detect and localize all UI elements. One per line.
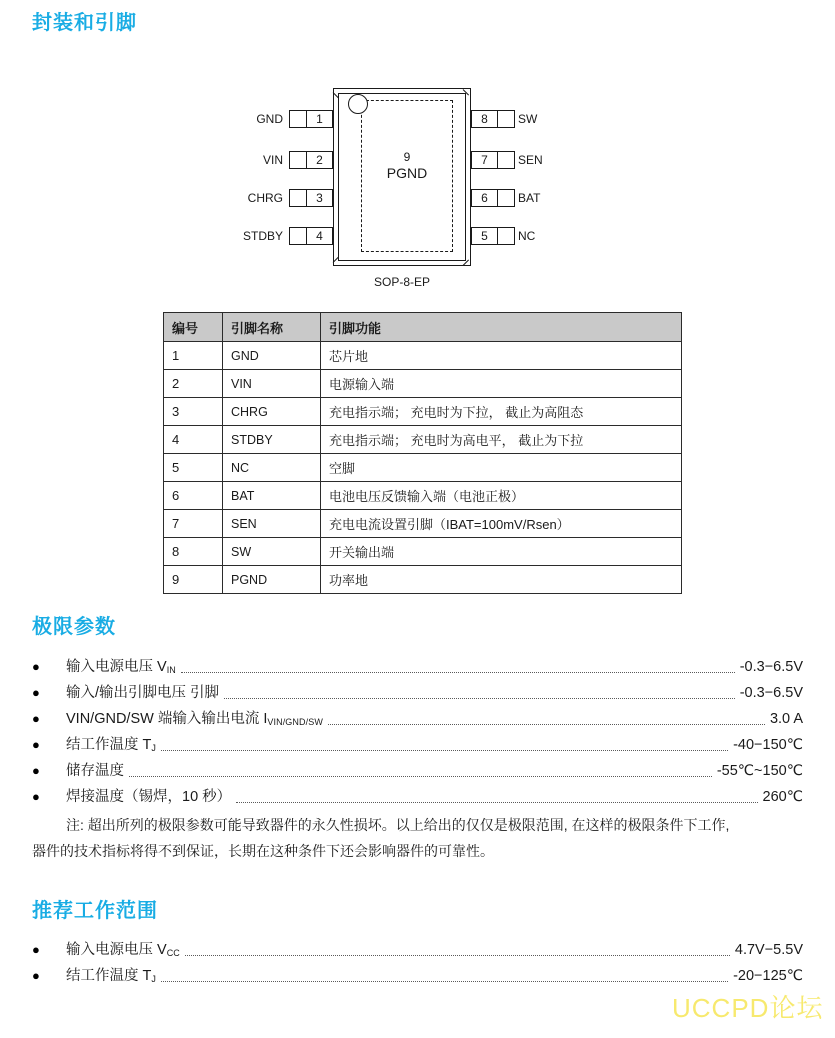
pin-number: 1 bbox=[307, 110, 333, 128]
pin-label-right-6: BAT bbox=[518, 191, 541, 205]
table-row bbox=[164, 454, 682, 482]
cell-pin-function: 充电指示端； 充电时为高电平， 截止为下拉 bbox=[321, 426, 682, 454]
table-row bbox=[164, 482, 682, 510]
pin-lead bbox=[289, 151, 307, 169]
limit-label: 结工作温度 $T_J$ bbox=[66, 737, 156, 753]
section-heading-package: 封装和引脚 bbox=[32, 12, 137, 34]
cell-pin-number: 2 bbox=[164, 370, 223, 398]
pin-description-table bbox=[163, 312, 682, 594]
limit-label: 输入电源电压 $V_{IN}$ bbox=[66, 659, 176, 675]
exposed-pad-number: 9 bbox=[403, 150, 411, 164]
table-row bbox=[164, 398, 682, 426]
pin-number: 3 bbox=[307, 189, 333, 207]
recommend-value: 4.7V−5.5V bbox=[734, 942, 803, 958]
cell-pin-number: 5 bbox=[164, 454, 223, 482]
cell-pin-function: 芯片地 bbox=[321, 342, 682, 370]
leader-dots bbox=[129, 775, 712, 777]
watermark-text: UCCPD论坛 bbox=[672, 993, 824, 1023]
cell-pin-name: BAT bbox=[223, 482, 321, 510]
exposed-pad-name: PGND bbox=[386, 165, 428, 181]
pin-right-6 bbox=[471, 189, 515, 207]
limit-label: VIN/GND/SW 端输入输出电流 $I_{VIN/GND/SW}$ bbox=[66, 711, 323, 727]
limit-item bbox=[32, 785, 803, 811]
limit-value: 260℃ bbox=[762, 789, 803, 805]
pin-number: 5 bbox=[471, 227, 497, 245]
pin-label-right-5: NC bbox=[518, 229, 536, 243]
pin-label-left-1: GND bbox=[256, 112, 283, 126]
pin-lead bbox=[497, 227, 515, 245]
cell-pin-function: 开关输出端 bbox=[321, 538, 682, 566]
column-header-pin-name: 引脚名称 bbox=[223, 313, 321, 342]
limit-item bbox=[32, 733, 803, 759]
limits-note-paragraph bbox=[32, 812, 807, 864]
cell-pin-number: 1 bbox=[164, 342, 223, 370]
table-row bbox=[164, 426, 682, 454]
pin-right-8 bbox=[471, 110, 515, 128]
bullet-icon: ● bbox=[32, 763, 40, 778]
cell-pin-name: STDBY bbox=[223, 426, 321, 454]
leader-dots bbox=[224, 697, 735, 699]
pin-label-left-2: VIN bbox=[262, 153, 283, 167]
recommend-label: 输入电源电压 $V_{CC}$ bbox=[66, 942, 180, 958]
package-caption: SOP-8-EP bbox=[373, 275, 430, 289]
cell-pin-name: PGND bbox=[223, 566, 321, 594]
limit-label: 储存温度 bbox=[66, 763, 124, 779]
table-row bbox=[164, 370, 682, 398]
table-row bbox=[164, 538, 682, 566]
limit-value: -0.3−6.5V bbox=[739, 685, 803, 701]
cell-pin-name: SW bbox=[223, 538, 321, 566]
leader-dots bbox=[328, 723, 765, 725]
pin-left-3 bbox=[289, 189, 333, 207]
cell-pin-number: 4 bbox=[164, 426, 223, 454]
cell-pin-name: VIN bbox=[223, 370, 321, 398]
bullet-icon: ● bbox=[32, 685, 40, 700]
cell-pin-number: 6 bbox=[164, 482, 223, 510]
cell-pin-number: 7 bbox=[164, 510, 223, 538]
leader-dots bbox=[161, 980, 728, 982]
leader-dots bbox=[236, 801, 757, 803]
column-header-number: 编号 bbox=[164, 313, 223, 342]
pin-lead bbox=[289, 227, 307, 245]
recommend-label: 结工作温度 $T_J$ bbox=[66, 968, 156, 984]
cell-pin-name: GND bbox=[223, 342, 321, 370]
pin-left-1 bbox=[289, 110, 333, 128]
pin-lead bbox=[497, 151, 515, 169]
cell-pin-function: 功率地 bbox=[321, 566, 682, 594]
cell-pin-function: 空脚 bbox=[321, 454, 682, 482]
pin-number: 4 bbox=[307, 227, 333, 245]
recommend-label-subscript: J bbox=[151, 974, 156, 984]
leader-dots bbox=[181, 671, 735, 673]
pin-label-left-4: STDBY bbox=[242, 229, 283, 243]
pin-number: 8 bbox=[471, 110, 497, 128]
pin-label-right-7: SEN bbox=[518, 153, 543, 167]
pin-lead bbox=[289, 189, 307, 207]
pin-number: 2 bbox=[307, 151, 333, 169]
recommend-item bbox=[32, 938, 803, 964]
limit-value: -40−150℃ bbox=[733, 737, 803, 753]
cell-pin-number: 8 bbox=[164, 538, 223, 566]
table-row bbox=[164, 566, 682, 594]
cell-pin-name: NC bbox=[223, 454, 321, 482]
bullet-icon: ● bbox=[32, 737, 40, 752]
pin-one-dot-icon bbox=[348, 94, 368, 114]
limit-label: 输入/输出引脚电压 引脚 bbox=[66, 685, 220, 701]
limits-note-line-1: 注: 超出所列的极限参数可能导致器件的永久性损坏。以上给出的仅仅是极限范围, 在这样的极限条件下工作, bbox=[66, 817, 730, 833]
cell-pin-name: SEN bbox=[223, 510, 321, 538]
cell-pin-name: CHRG bbox=[223, 398, 321, 426]
table-row bbox=[164, 342, 682, 370]
pin-right-7 bbox=[471, 151, 515, 169]
limit-value: -55℃~150℃ bbox=[716, 763, 803, 779]
pin-right-5 bbox=[471, 227, 515, 245]
cell-pin-function: 充电指示端； 充电时为下拉， 截止为高阻态 bbox=[321, 398, 682, 426]
cell-pin-function: 电源输入端 bbox=[321, 370, 682, 398]
limit-value: 3.0 A bbox=[769, 711, 803, 727]
limit-item bbox=[32, 681, 803, 707]
pin-left-4 bbox=[289, 227, 333, 245]
bullet-icon: ● bbox=[32, 968, 40, 983]
limits-note-line-2: 器件的技术指标将得不到保证，长期在这种条件下还会影响器件的可靠性。 bbox=[32, 843, 494, 859]
limit-label-subscript: VIN/GND/SW bbox=[267, 717, 323, 727]
recommend-value: -20−125℃ bbox=[733, 968, 803, 984]
limit-label-subscript: IN bbox=[166, 665, 176, 675]
section-heading-recommended-range: 推荐工作范围 bbox=[32, 900, 158, 922]
recommended-operating-range-list bbox=[32, 938, 803, 990]
section-heading-limits: 极限参数 bbox=[32, 616, 116, 638]
pin-lead bbox=[497, 189, 515, 207]
pin-label-right-8: SW bbox=[518, 112, 538, 126]
cell-pin-function: 电池电压反馈输入端（电池正极） bbox=[321, 482, 682, 510]
cell-pin-number: 3 bbox=[164, 398, 223, 426]
pin-number: 6 bbox=[471, 189, 497, 207]
limit-item bbox=[32, 759, 803, 785]
pin-lead bbox=[289, 110, 307, 128]
absolute-maximum-ratings-list bbox=[32, 655, 803, 811]
package-diagram bbox=[240, 80, 570, 295]
limit-value: -0.3−6.5V bbox=[739, 659, 803, 675]
pin-left-2 bbox=[289, 151, 333, 169]
table-row bbox=[164, 510, 682, 538]
leader-dots bbox=[185, 954, 730, 956]
table-header-row bbox=[164, 313, 682, 342]
pin-lead bbox=[497, 110, 515, 128]
bullet-icon: ● bbox=[32, 789, 40, 804]
limit-label: 焊接温度（锡焊，10 秒） bbox=[66, 789, 232, 805]
recommend-item bbox=[32, 964, 803, 990]
limit-item bbox=[32, 655, 803, 681]
exposed-pad-label bbox=[361, 150, 453, 183]
bullet-icon: ● bbox=[32, 711, 40, 726]
leader-dots bbox=[161, 749, 728, 751]
limit-item bbox=[32, 707, 803, 733]
recommend-label-subscript: CC bbox=[166, 948, 180, 958]
bullet-icon: ● bbox=[32, 659, 40, 674]
column-header-function: 引脚功能 bbox=[321, 313, 682, 342]
pin-number: 7 bbox=[471, 151, 497, 169]
cell-pin-function: 充电电流设置引脚（IBAT=100mV/Rsen） bbox=[321, 510, 682, 538]
bullet-icon: ● bbox=[32, 942, 40, 957]
cell-pin-number: 9 bbox=[164, 566, 223, 594]
limit-label-subscript: J bbox=[151, 743, 156, 753]
pin-label-left-3: CHRG bbox=[247, 191, 283, 205]
